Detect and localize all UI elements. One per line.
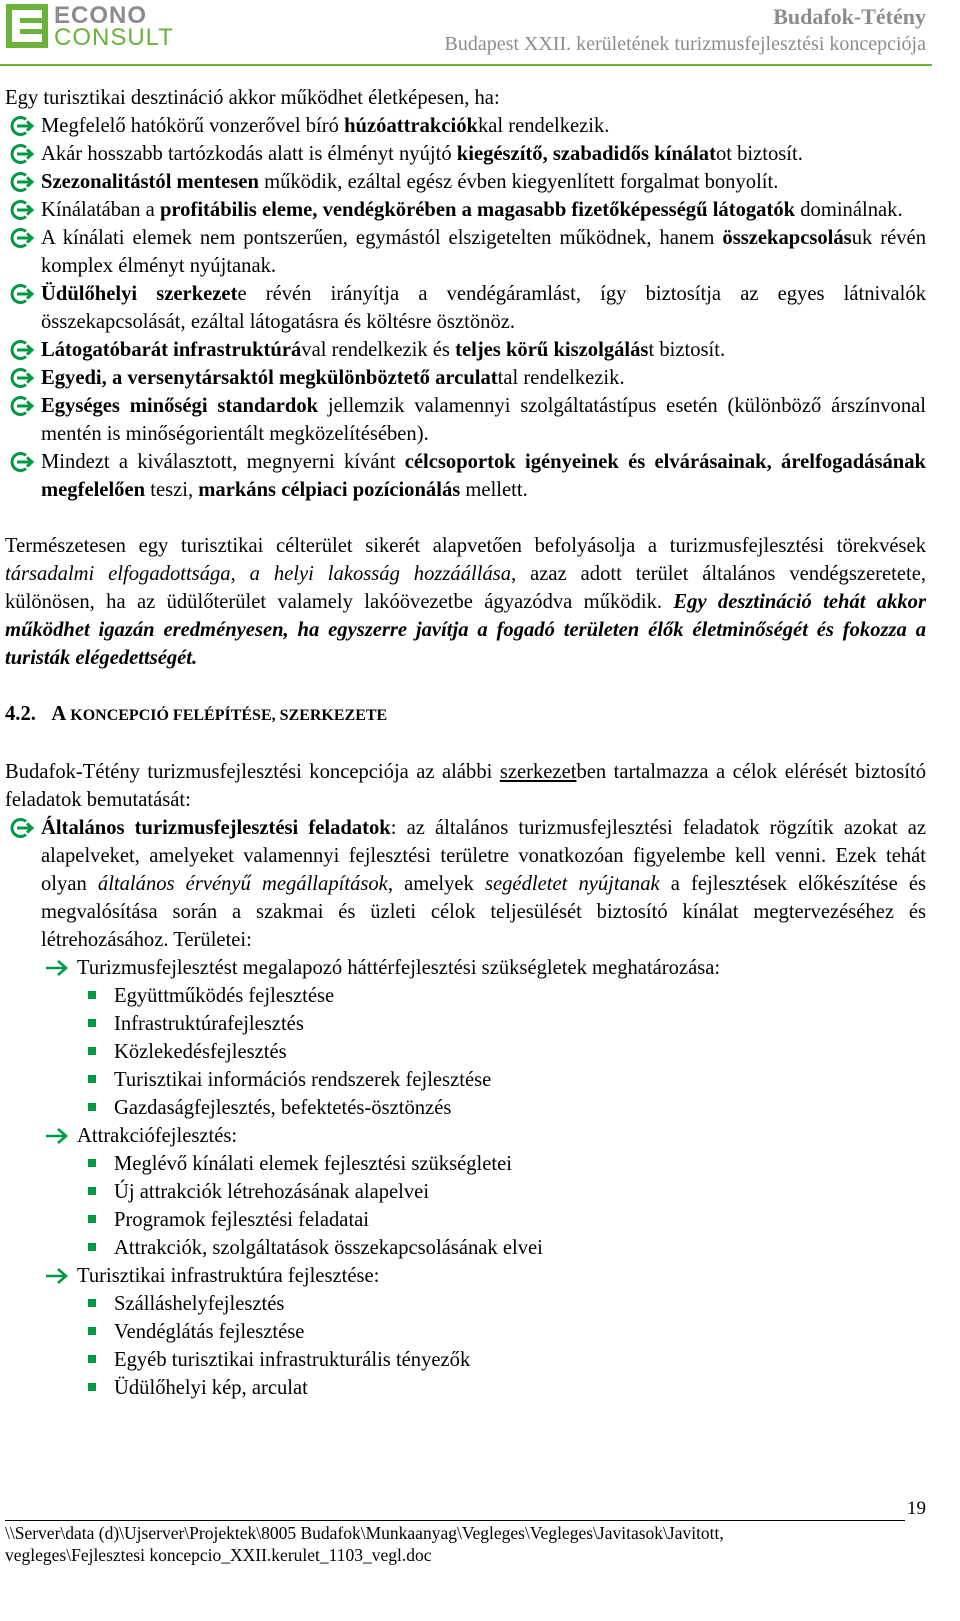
header-title: Budafok-Tétény <box>773 4 926 29</box>
list-item: Programok fejlesztési feladatai <box>5 1206 926 1234</box>
list-item-general-tasks: Általános turizmusfejlesztési feladatok: az általános turizmusfejlesztési feladatok rögzítik azokat az alapelveket, amelyeket valamennyi fejlesztési területre vonatkozóan figyelembe kell venni. Ezek tehát olyan általános érvényű megállapítások, amelyek segédletet nyújtanak a fejlesztések előkészítése és megvalósítása során a szakmai és üzleti célok teljesülését biztosító kínálat megtervezéséhez és létrehozásához. Területei: <box>5 814 926 954</box>
section-heading: 4.2. A KONCEPCIÓ FELÉPÍTÉSE, SZERKEZETE <box>5 703 388 725</box>
circle-arrow-icon <box>5 448 35 476</box>
list-item: Üdülőhelyi kép, arculat <box>5 1374 926 1402</box>
list-item: Egyéb turisztikai infrastrukturális tényezők <box>5 1346 926 1374</box>
page-header <box>0 0 960 66</box>
arrow-right-icon <box>43 954 71 982</box>
list-item: Megfelelő hatókörű vonzerővel bíró húzóattrakciókkal rendelkezik. <box>5 112 926 140</box>
list-item: Szálláshelyfejlesztés <box>5 1290 926 1318</box>
list-item: Új attrakciók létrehozásának alapelvei <box>5 1178 926 1206</box>
list-item: Turisztikai információs rendszerek fejlesztése <box>5 1066 926 1094</box>
list-item: Mindezt a kiválasztott, megnyerni kívánt célcsoportok igényeinek és elvárásainak, árelfogadásának megfelelően teszi, markáns célpiaci pozícionálás mellett. <box>5 448 926 504</box>
circle-arrow-icon <box>5 280 35 308</box>
page-content <box>5 84 926 1402</box>
list-item: Gazdaságfejlesztés, befektetés-ösztönzés <box>5 1094 926 1122</box>
square-bullet-icon <box>88 1187 96 1195</box>
header-titles <box>445 4 927 58</box>
logo-text-top: ECONO <box>54 2 148 29</box>
list-item: Attrakciók, szolgáltatások összekapcsolásának elvei <box>5 1234 926 1262</box>
header-subtitle: Budapest XXII. kerületének turizmusfejlesztési koncepciója <box>444 33 926 55</box>
square-bullet-icon <box>88 1075 96 1083</box>
file-path-line-2: vegleges\Fejlesztesi koncepcio_XXII.kerulet_1103_vegl.doc <box>5 1545 432 1565</box>
square-bullet-icon <box>88 1327 96 1335</box>
circle-arrow-icon <box>5 392 35 420</box>
circle-arrow-icon <box>5 168 35 196</box>
header-divider <box>0 64 932 66</box>
square-bullet-icon <box>88 1243 96 1251</box>
econo-consult-logo <box>6 4 181 50</box>
file-path <box>5 1522 926 1566</box>
list-item: Infrastruktúrafejlesztés <box>5 1010 926 1038</box>
square-bullet-icon <box>88 1299 96 1307</box>
square-bullet-icon <box>88 1047 96 1055</box>
list-item: Szezonalitástól mentesen működik, ezáltal egész évben kiegyenlített forgalmat bonyolít. <box>5 168 926 196</box>
list-item: Egyedi, a versenytársaktól megkülönböztető arculattal rendelkezik. <box>5 364 926 392</box>
list-item: Meglévő kínálati elemek fejlesztési szükségletei <box>5 1150 926 1178</box>
file-path-line-1: \\Server\data (d)\Ujserver\Projektek\8005 Budafok\Munkaanyag\Vegleges\Vegleges\Javitasok\Javitott, <box>5 1523 724 1543</box>
list-item: Egységes minőségi standardok jellemzik valamennyi szolgáltatástípus esetén (különböző árszínvonal mentén is minőségorientált megközelítésében). <box>5 392 926 448</box>
list-item: Együttműködés fejlesztése <box>5 982 926 1010</box>
page-number: 19 <box>907 1498 926 1519</box>
arrow-right-icon <box>43 1262 71 1290</box>
paragraph-structure: Budafok-Tétény turizmusfejlesztési koncepciója az alábbi szerkezetben tartalmazza a célok elérését biztosító feladatok bemutatását: <box>5 761 926 811</box>
list-item: Látogatóbarát infrastruktúrával rendelkezik és teljes körű kiszolgálást biztosít. <box>5 336 926 364</box>
sub-list-group: Turisztikai infrastruktúra fejlesztése: <box>5 1262 926 1290</box>
square-bullet-icon <box>88 1383 96 1391</box>
intro-lead: Egy turisztikai desztináció akkor működhet életképesen, ha: <box>5 87 500 109</box>
list-item: Vendéglátás fejlesztése <box>5 1318 926 1346</box>
list-item: Akár hosszabb tartózkodás alatt is élményt nyújtó kiegészítő, szabadidős kínálatot biztosít. <box>5 140 926 168</box>
circle-arrow-icon <box>5 224 35 252</box>
circle-arrow-icon <box>5 364 35 392</box>
square-bullet-icon <box>88 991 96 999</box>
circle-arrow-icon <box>5 336 35 364</box>
list-item: Üdülőhelyi szerkezete révén irányítja a vendégáramlást, így biztosítja az egyes látnivalók összekapcsolását, ezáltal látogatásra és költésre ösztönöz. <box>5 280 926 336</box>
circle-arrow-icon <box>5 814 35 842</box>
square-bullet-icon <box>88 1215 96 1223</box>
footer-divider <box>5 1520 905 1521</box>
square-bullet-icon <box>88 1159 96 1167</box>
circle-arrow-icon <box>5 112 35 140</box>
circle-arrow-icon <box>5 196 35 224</box>
list-item: Közlekedésfejlesztés <box>5 1038 926 1066</box>
square-bullet-icon <box>88 1355 96 1363</box>
sub-list-group: Attrakciófejlesztés: <box>5 1122 926 1150</box>
arrow-right-icon <box>43 1122 71 1150</box>
sub-list-group: Turizmusfejlesztést megalapozó háttérfejlesztési szükségletek meghatározása: <box>5 954 926 982</box>
circle-arrow-icon <box>5 140 35 168</box>
logo-e-icon <box>6 4 48 48</box>
square-bullet-icon <box>88 1103 96 1111</box>
list-item: Kínálatában a profitábilis eleme, vendégkörében a magasabb fizetőképességű látogatók dominálnak. <box>5 196 926 224</box>
paragraph-acceptance: Természetesen egy turisztikai célterület sikerét alapvetően befolyásolja a turizmusfejlesztési törekvések társadalmi elfogadottsága, a helyi lakosság hozzáállása, azaz adott terület általános vendégszeretete, különösen, ha az üdülőterület valamely lakóövezetbe ágyazódva működik. Egy desztináció tehát akkor működhet igazán eredményesen, ha egyszerre javítja a fogadó területen élők életminőségét és fokozza a turisták elégedettségét. <box>5 535 926 669</box>
square-bullet-icon <box>88 1019 96 1027</box>
list-item: A kínálati elemek nem pontszerűen, egymástól elszigetelten működnek, hanem összekapcsolásuk révén komplex élményt nyújtanak. <box>5 224 926 280</box>
logo-text-bottom: CONSULT <box>54 24 174 51</box>
